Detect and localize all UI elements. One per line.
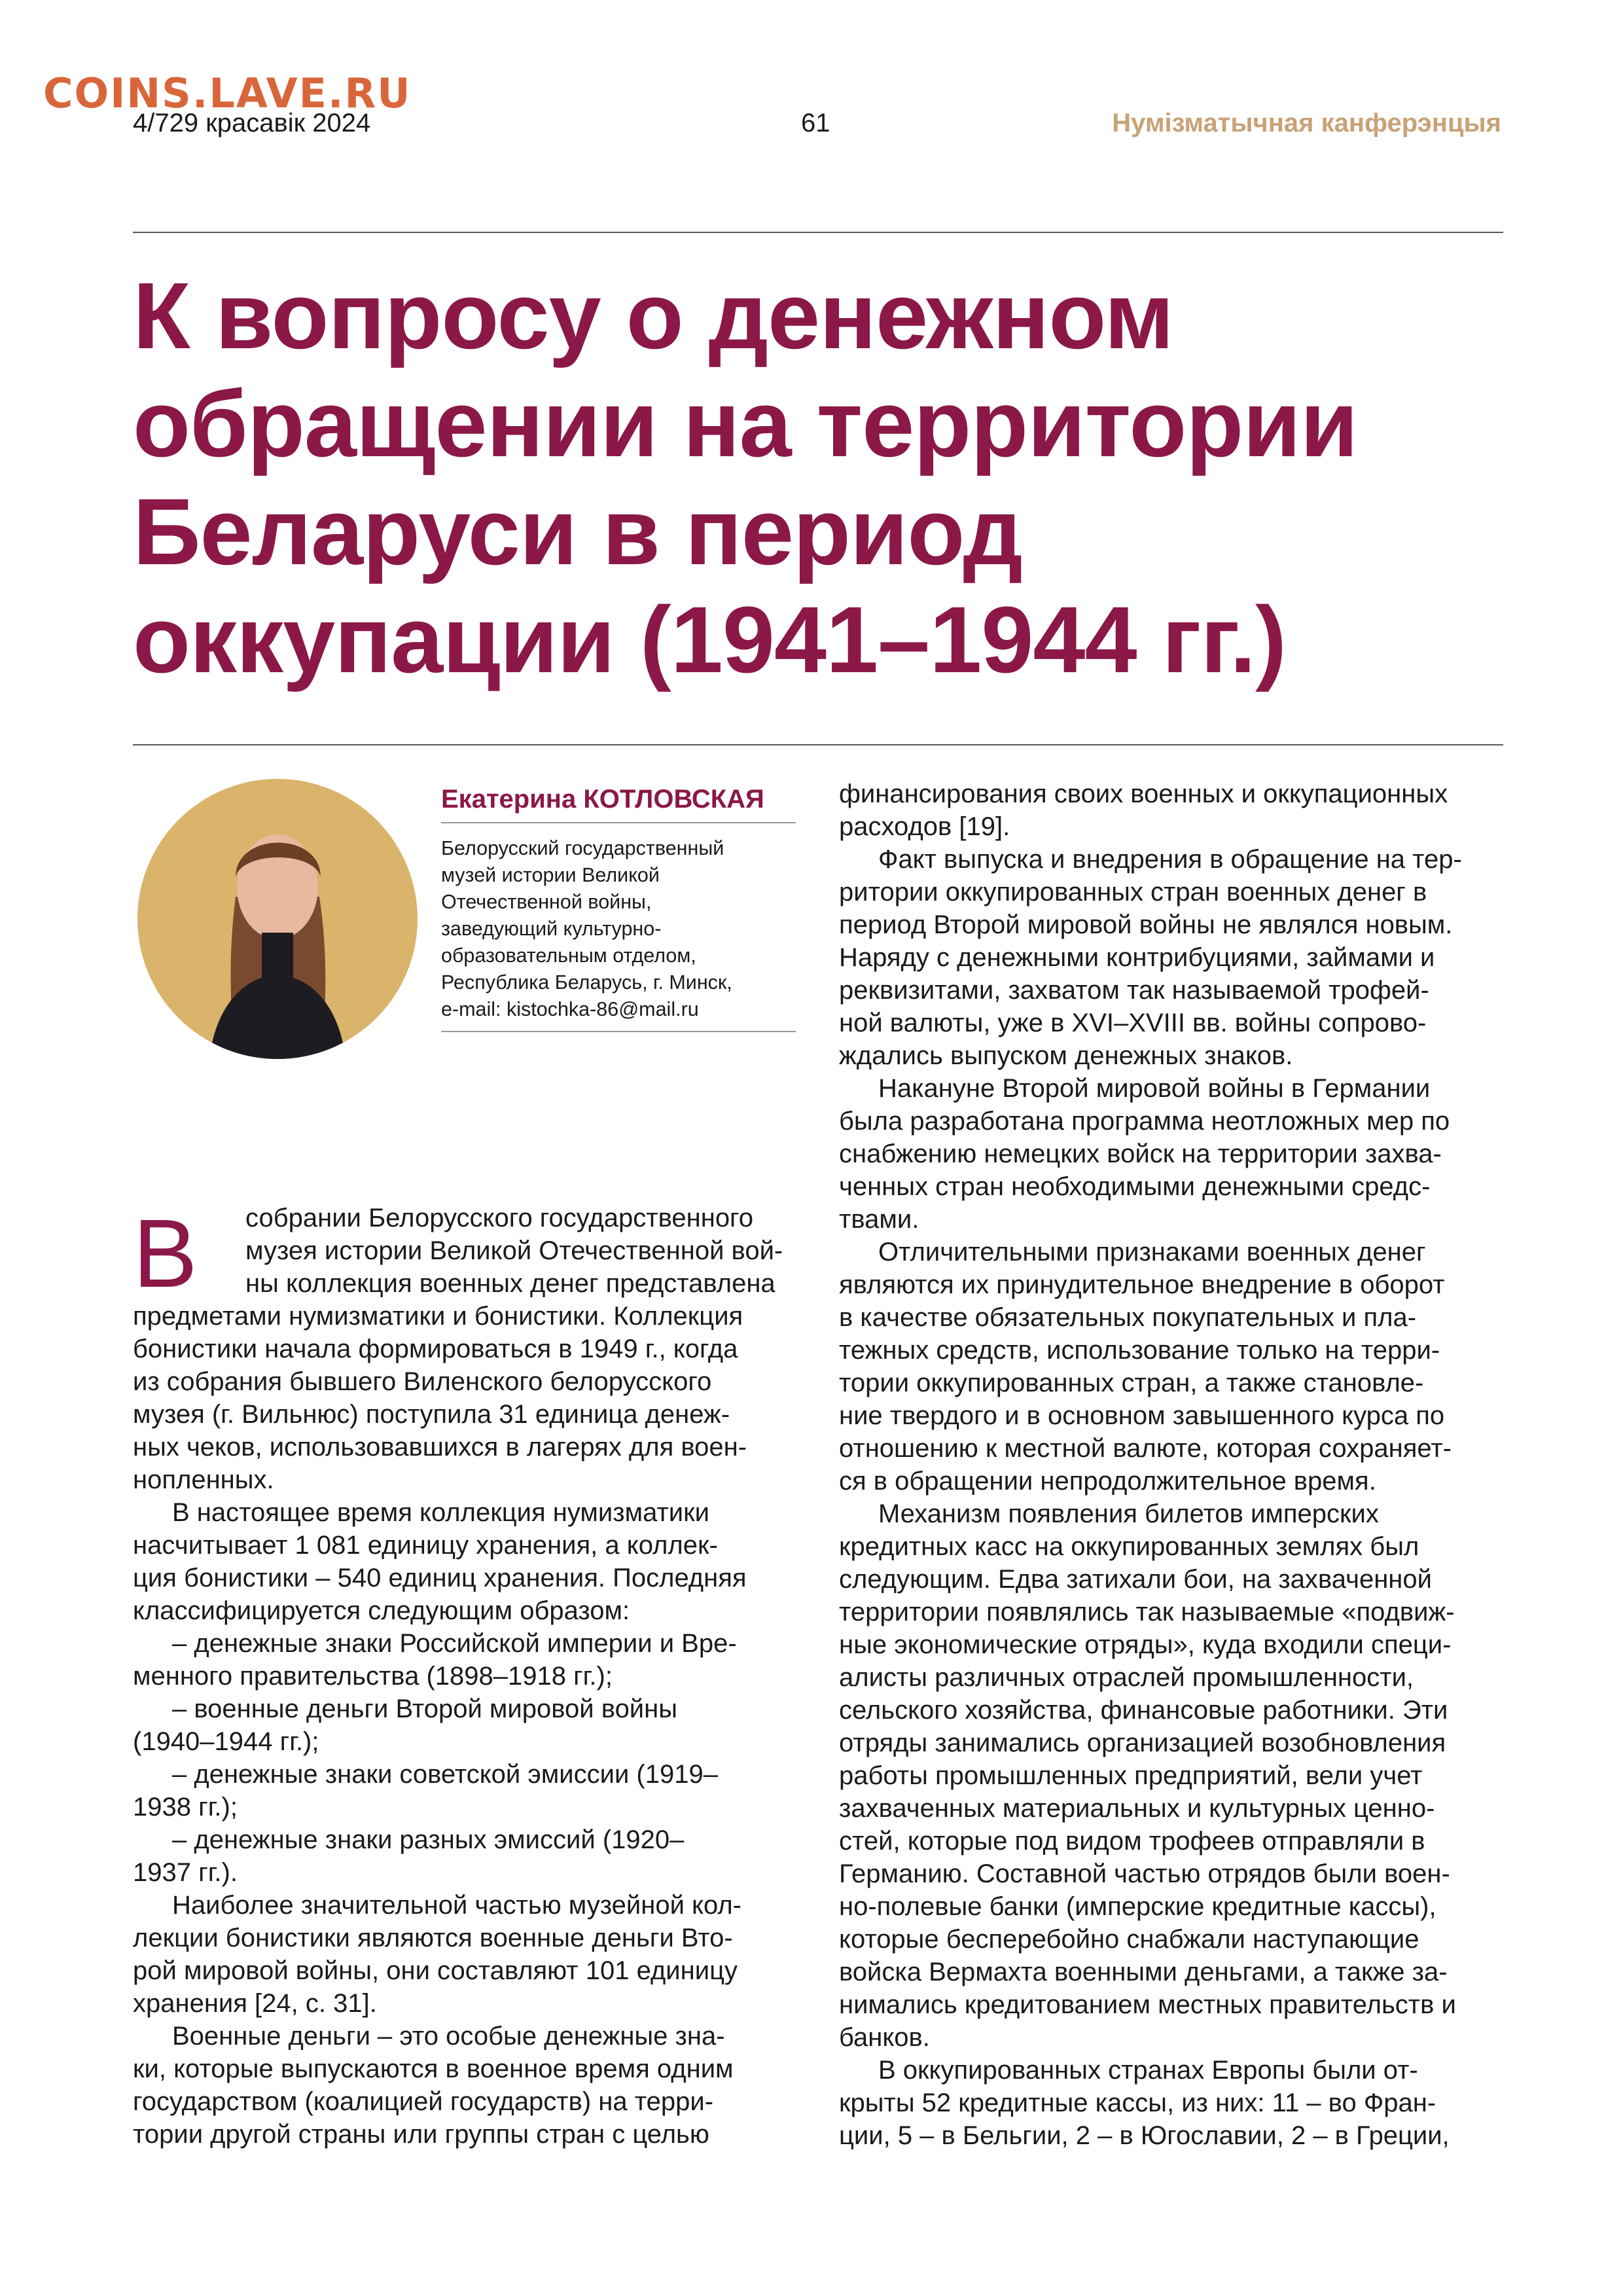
- text-line: кредитных касс на оккупированных землях был: [839, 1532, 1419, 1561]
- text-line: отряды занимались организацией возобновления: [839, 1729, 1446, 1757]
- affiliation-line: Белорусский государственный: [441, 837, 724, 859]
- text-line: нопленных.: [133, 1465, 274, 1494]
- text-line: сельского хозяйства, финансовые работники. Эти: [839, 1696, 1448, 1725]
- affiliation-line: e-mail: kistochka-86@mail.ru: [441, 998, 699, 1020]
- site-watermark: COINS.LAVE.RU: [43, 69, 412, 117]
- page-number: 61: [801, 109, 830, 137]
- author-portrait-image: [137, 779, 418, 1059]
- article-title: [133, 262, 1514, 694]
- text-line: 1938 гг.);: [133, 1793, 238, 1821]
- text-line: ся в обращении непродолжительное время.: [839, 1467, 1376, 1496]
- issue-info: 4/729 красавік 2024: [133, 109, 371, 137]
- text-line: финансирования своих военных и оккупационных: [839, 780, 1448, 808]
- text-line: ных чеков, использовавшихся в лагерях для воен-: [133, 1433, 747, 1462]
- article-column-left: [133, 1202, 787, 2151]
- text-line: реквизитами, захватом так называемой трофей-: [839, 976, 1429, 1005]
- title-line: Беларуси в период: [133, 479, 1022, 584]
- text-line: алисты различных отраслей промышленности,: [839, 1663, 1414, 1692]
- text-line: хранения [24, с. 31].: [133, 1989, 377, 2018]
- text-line: – денежные знаки разных эмиссий (1920–: [172, 1825, 685, 1854]
- text-line: Механизм появления билетов имперских: [878, 1499, 1379, 1528]
- article-column-right: [839, 778, 1493, 2152]
- text-line: Накануне Второй мировой войны в Германии: [878, 1074, 1431, 1103]
- text-line: являются их принудительное внедрение в оборот: [839, 1270, 1445, 1299]
- text-line: классифицируется следующим образом:: [133, 1596, 630, 1625]
- affiliation-line: Республика Беларусь, г. Минск,: [441, 971, 732, 994]
- affiliation-line: образовательным отделом,: [441, 944, 696, 967]
- drop-cap: В: [133, 1200, 198, 1308]
- text-line: войска Вермахта военными деньгами, а также за-: [839, 1958, 1448, 1986]
- affiliation-line: музей истории Великой: [441, 864, 660, 886]
- text-line: Наряду с денежными контрибуциями, займами и: [839, 943, 1435, 972]
- text-line: тории другой страны или группы стран с целью: [133, 2120, 709, 2149]
- text-line: ция бонистики – 540 единиц хранения. Последняя: [133, 1564, 747, 1592]
- text-line: предметами нумизматики и бонистики. Коллекция: [133, 1302, 743, 1331]
- text-line: лекции бонистики являются военные деньги Вто-: [133, 1924, 733, 1952]
- section-title: Нумізматычная канферэнцыя: [1112, 109, 1501, 137]
- author-name: [441, 783, 796, 823]
- text-line: период Второй мировой войны не являлся новым.: [839, 910, 1453, 939]
- text-line: музея (г. Вильнюс) поступила 31 единица денеж-: [133, 1400, 730, 1429]
- text-line: собрании Белорусского государственного: [245, 1204, 754, 1232]
- text-line: бонистики начала формироваться в 1949 г., когда: [133, 1335, 738, 1363]
- text-line: которые бесперебойно снабжали наступающие: [839, 1925, 1419, 1954]
- text-line: твами.: [839, 1205, 919, 1234]
- title-line: оккупации (1941–1944 гг.): [133, 587, 1287, 692]
- text-line: территории появлялись так называемые «подвиж-: [839, 1598, 1455, 1626]
- text-line: 1937 гг.).: [133, 1858, 238, 1887]
- text-line: ние твердого и в основном завышенного курса по: [839, 1401, 1445, 1430]
- title-divider: [133, 744, 1503, 745]
- text-line: ритории оккупированных стран военных денег в: [839, 878, 1427, 906]
- text-line: ной валюты, уже в XVI–XVIII вв. войны сопрово-: [839, 1009, 1427, 1037]
- text-line: из собрания бывшего Виленского белорусского: [133, 1367, 712, 1396]
- author-first-name: Екатерина: [441, 785, 577, 814]
- text-line: была разработана программа неотложных мер по: [839, 1107, 1450, 1136]
- text-line: Наиболее значительной частью музейной кол-: [172, 1891, 741, 1920]
- author-photo: [137, 779, 418, 1059]
- text-line: следующим. Едва затихали бои, на захваченной: [839, 1565, 1432, 1594]
- text-line: В оккупированных странах Европы были от-: [878, 2056, 1418, 2085]
- text-line: но-полевые банки (имперские кредитные кассы),: [839, 1892, 1436, 1921]
- text-line: стей, которые под видом трофеев отправляли в: [839, 1827, 1425, 1856]
- text-line: ции, 5 – в Бельгии, 2 – в Югославии, 2 – в Греции,: [839, 2121, 1450, 2150]
- author-last-name: КОТЛОВСКАЯ: [583, 785, 764, 814]
- affiliation-line: Отечественной войны,: [441, 891, 652, 913]
- text-line: В настоящее время коллекция нумизматики: [172, 1498, 709, 1527]
- text-line: менного правительства (1898–1918 гг.);: [133, 1662, 613, 1691]
- author-info: [441, 783, 796, 1032]
- text-line: отношению к местной валюте, которая сохраняет-: [839, 1434, 1452, 1463]
- text-line: в качестве обязательных покупательных и пла-: [839, 1303, 1417, 1332]
- text-line: – денежные знаки Российской империи и Вре-: [172, 1629, 737, 1658]
- text-line: ченных стран необходимыми денежными средс-: [839, 1172, 1431, 1201]
- text-line: крыты 52 кредитные кассы, из них: 11 – во Фран-: [839, 2089, 1436, 2117]
- text-line: – военные деньги Второй мировой войны: [172, 1695, 677, 1723]
- text-line: расходов [19].: [839, 812, 1010, 841]
- text-line: Отличительными признаками военных денег: [878, 1238, 1426, 1266]
- text-line: ки, которые выпускаются в военное время одним: [133, 2054, 734, 2083]
- affiliation-line: заведующий культурно-: [441, 918, 662, 940]
- text-line: банков.: [839, 2023, 930, 2052]
- header-divider: [133, 232, 1503, 233]
- text-line: музея истории Великой Отечественной вой-: [245, 1236, 783, 1265]
- right-column-text: [839, 778, 1493, 2152]
- text-line: (1940–1944 гг.);: [133, 1727, 319, 1756]
- left-column-text: [133, 1202, 787, 2151]
- text-line: рой мировой войны, они составляют 101 единицу: [133, 1956, 738, 1985]
- text-line: государством (коалицией государств) на терри-: [133, 2087, 714, 2116]
- text-line: Факт выпуска и внедрения в обращение на тер-: [878, 845, 1462, 874]
- text-line: захваченных материальных и культурных ценно-: [839, 1794, 1435, 1823]
- text-line: ны коллекция военных денег представлена: [245, 1269, 776, 1298]
- text-line: – денежные знаки советской эмиссии (1919–: [172, 1760, 718, 1789]
- text-line: работы промышленных предприятий, вели учет: [839, 1761, 1423, 1790]
- text-line: Военные деньги – это особые денежные зна-: [172, 2022, 725, 2051]
- text-line: снабжению немецких войск на территории захва-: [839, 1139, 1442, 1168]
- text-line: ные экономические отряды», куда входили специ-: [839, 1630, 1452, 1659]
- text-line: Германию. Составной частью отрядов были воен-: [839, 1859, 1450, 1888]
- text-line: тежных средств, использование только на терри-: [839, 1336, 1440, 1365]
- text-line: насчитывает 1 081 единицу хранения, а коллек-: [133, 1531, 718, 1560]
- title-line: К вопросу о денежном: [133, 263, 1173, 368]
- text-line: нимались кредитованием местных правительств и: [839, 1990, 1456, 2019]
- text-line: тории оккупированных стран, а также становле-: [839, 1369, 1424, 1397]
- text-line: ждались выпуском денежных знаков.: [839, 1041, 1293, 1070]
- author-affiliation: [441, 835, 796, 1032]
- title-line: обращении на территории: [133, 371, 1358, 476]
